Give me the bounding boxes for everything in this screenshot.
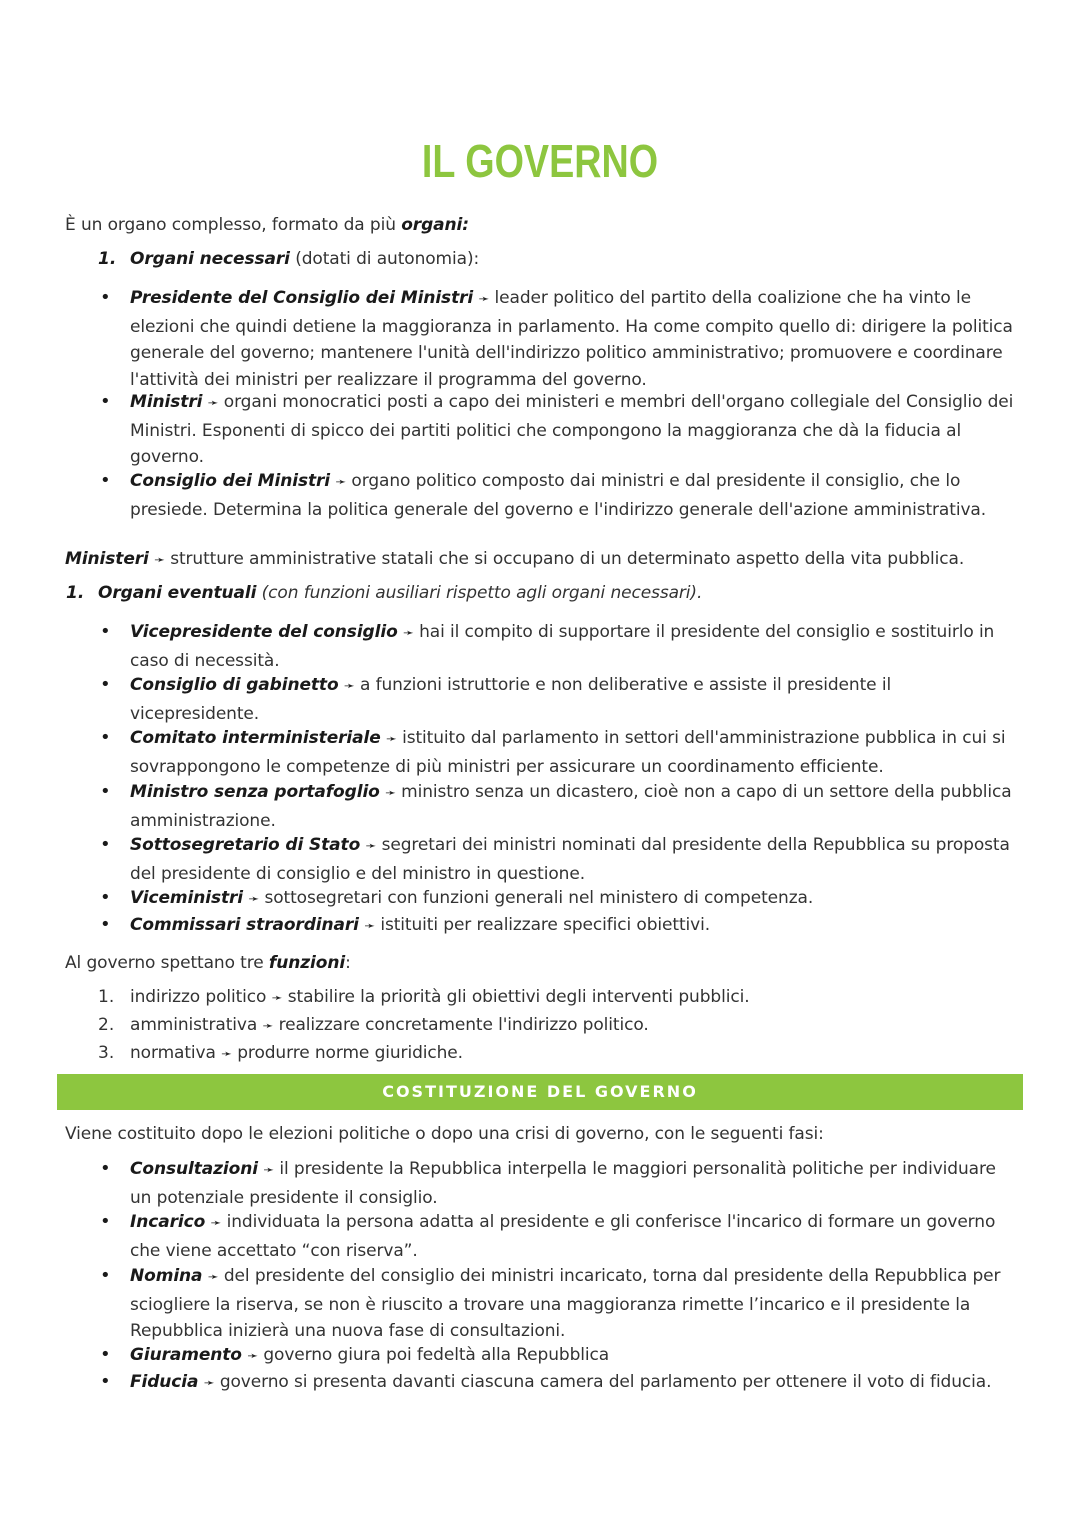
arrow-icon: ➛ <box>262 1019 274 1034</box>
fase-term: Consultazioni <box>130 1159 258 1179</box>
list-item <box>130 1263 1020 1345</box>
arrow-icon: ➛ <box>271 991 283 1006</box>
arrow-icon: ➛ <box>207 1270 219 1285</box>
arrow-icon: ➛ <box>402 626 414 641</box>
necessari-bold: Organi necessari <box>130 249 290 269</box>
bullet-icon: • <box>100 470 111 491</box>
necessari-number: 1. <box>98 249 117 269</box>
funzioni-intro-text: Al governo spettano tre <box>65 953 269 973</box>
fase-term: Nomina <box>130 1266 203 1286</box>
item-term: Sottosegretario di Stato <box>130 835 361 855</box>
page-title: IL GOVERNO <box>421 135 659 187</box>
fase-term: Giuramento <box>130 1345 242 1365</box>
bullet-icon: • <box>100 287 111 308</box>
bullet-icon: • <box>100 674 111 695</box>
ministeri-line <box>65 546 964 574</box>
item-term: Vicepresidente del consiglio <box>130 622 398 642</box>
bullet-icon: • <box>100 834 111 855</box>
funzione-number: 1. <box>98 987 115 1007</box>
bullet-icon: • <box>100 727 111 748</box>
funzione-name: indirizzo politico <box>130 987 267 1007</box>
fase-description: il presidente la Repubblica interpella le maggiori personalità politiche per individuare un potenziale presidente il consiglio. <box>130 1159 996 1208</box>
arrow-icon: ➛ <box>263 1163 275 1178</box>
funzione-description: stabilire la priorità gli obiettivi degli interventi pubblici. <box>287 987 750 1007</box>
funzioni-intro <box>65 950 351 976</box>
arrow-icon: ➛ <box>221 1047 232 1062</box>
bullet-icon: • <box>100 621 111 642</box>
bullet-icon: • <box>100 887 111 908</box>
list-item <box>130 1369 1020 1398</box>
fase-term: Fiducia <box>130 1372 199 1392</box>
funzioni-intro-bold: funzioni <box>268 953 346 973</box>
bullet-icon: • <box>100 1371 111 1392</box>
eventuali-rest: (con funzioni ausiliari rispetto agli organi necessari). <box>261 583 703 603</box>
fase-term: Incarico <box>130 1212 206 1232</box>
list-item <box>130 832 1020 887</box>
list-item <box>130 885 1020 914</box>
item-description: istituito dal parlamento in settori dell'amministrazione pubblica in cui si sovrappongono le competenze di più ministri per assicurare un coordinamento efficiente. <box>130 728 1006 777</box>
arrow-icon: ➛ <box>247 1349 259 1364</box>
item-term: Comitato interministeriale <box>130 728 381 748</box>
funzione-item <box>130 984 750 1012</box>
item-term: Consiglio dei Ministri <box>130 471 330 491</box>
arrow-icon: ➛ <box>248 892 260 907</box>
item-description: ministro senza un dicastero, cioè non a capo di un settore della pubblica amministrazione. <box>130 782 1012 831</box>
arrow-icon: ➛ <box>385 786 396 801</box>
list-item <box>130 1156 1020 1211</box>
arrow-icon: ➛ <box>203 1376 215 1391</box>
necessari-rest: (dotati di autonomia): <box>289 249 480 269</box>
funzione-item <box>130 1012 649 1040</box>
bullet-icon: • <box>100 1158 111 1179</box>
arrow-icon: ➛ <box>365 839 377 854</box>
list-item <box>130 672 1020 727</box>
item-term: Viceministri <box>130 888 244 908</box>
arrow-icon: ➛ <box>343 679 355 694</box>
list-item <box>130 725 1020 780</box>
funzione-description: realizzare concretamente l'indirizzo politico. <box>278 1015 649 1035</box>
list-item <box>130 389 1020 471</box>
intro-bold: organi: <box>401 215 469 235</box>
fase-description: governo si presenta davanti ciascuna camera del parlamento per ottenere il voto di fiducia. <box>219 1372 992 1392</box>
list-item <box>130 912 1020 941</box>
item-term: Ministro senza portafoglio <box>130 782 380 802</box>
fase-description: del presidente del consiglio dei ministri incaricato, torna dal presidente della Repubblica per sciogliere la riserva, se non è riuscito a trovare una maggioranza rimette l’incarico e il presidente la Repubblica inizierà una nuova fase di consultazioni. <box>130 1266 1001 1341</box>
bullet-icon: • <box>100 1211 111 1232</box>
funzioni-intro-colon: : <box>345 953 351 973</box>
item-description: leader politico del partito della coalizione che ha vinto le elezioni che quindi detiene la maggioranza in parlamento. Ha come compito quello di: dirigere la politica generale del governo; mantenere l'unità dell'indirizzo politico amministrativo; promuovere e coordinare l'attività dei ministri per realizzare il programma del governo. <box>130 288 1013 390</box>
arrow-icon: ➛ <box>207 396 219 411</box>
funzione-name: normativa <box>130 1043 216 1063</box>
bullet-icon: • <box>100 1265 111 1286</box>
item-description: segretari dei ministri nominati dal presidente della Repubblica su proposta del presidente di consiglio e del ministro in questione. <box>130 835 1010 884</box>
arrow-icon: ➛ <box>335 475 347 490</box>
arrow-icon: ➛ <box>364 919 376 934</box>
ministeri-description: strutture amministrative statali che si occupano di un determinato aspetto della vita pubblica. <box>170 549 965 569</box>
funzione-number: 2. <box>98 1015 115 1035</box>
funzione-name: amministrativa <box>130 1015 258 1035</box>
item-description: hai il compito di supportare il presidente del consiglio e sostituirlo in caso di necessità. <box>130 622 995 671</box>
arrow-icon: ➛ <box>386 732 397 747</box>
item-description: a funzioni istruttorie e non deliberative e assiste il presidente il vicepresidente. <box>130 675 892 724</box>
section-banner: COSTITUZIONE DEL GOVERNO <box>57 1074 1023 1110</box>
item-term: Presidente del Consiglio dei Ministri <box>130 288 474 308</box>
eventuali-bold: Organi eventuali <box>98 583 257 603</box>
bullet-icon: • <box>100 391 111 412</box>
item-description: organi monocratici posti a capo dei ministeri e membri dell'organo collegiale del Consiglio dei Ministri. Esponenti di spicco dei partiti politici che compongono la maggioranza che dà la fiducia al governo. <box>130 392 1014 467</box>
item-term: Commissari straordinari <box>130 915 359 935</box>
ministeri-term: Ministeri <box>65 549 149 569</box>
bullet-icon: • <box>100 1344 111 1365</box>
necessari-heading <box>130 246 479 272</box>
funzione-item <box>130 1040 463 1068</box>
bullet-icon: • <box>100 914 111 935</box>
list-item <box>130 619 1020 674</box>
item-term: Ministri <box>130 392 203 412</box>
costituzione-intro: Viene costituito dopo le elezioni politiche o dopo una crisi di governo, con le seguenti fasi: <box>65 1124 824 1144</box>
intro-text: È un organo complesso, formato da più <box>65 215 402 235</box>
arrow-icon: ➛ <box>478 292 490 307</box>
intro-line <box>65 212 469 238</box>
eventuali-number: 1. <box>66 583 85 603</box>
fase-description: governo giura poi fedeltà alla Repubblica <box>263 1345 610 1365</box>
funzione-description: produrre norme giuridiche. <box>237 1043 463 1063</box>
item-term: Consiglio di gabinetto <box>130 675 339 695</box>
fase-description: individuata la persona adatta al presidente e gli conferisce l'incarico di formare un governo che viene accettato “con riserva”. <box>130 1212 996 1261</box>
item-description: sottosegretari con funzioni generali nel ministero di competenza. <box>264 888 814 908</box>
bullet-icon: • <box>100 781 111 802</box>
arrow-icon: ➛ <box>210 1216 222 1231</box>
eventuali-heading <box>98 580 702 606</box>
list-item <box>130 285 1020 393</box>
list-item <box>130 1342 1020 1371</box>
item-description: istituiti per realizzare specifici obiettivi. <box>380 915 711 935</box>
list-item <box>130 779 1020 834</box>
list-item <box>130 468 1020 523</box>
funzione-number: 3. <box>98 1043 115 1063</box>
arrow-icon: ➛ <box>154 553 165 568</box>
item-description: organo politico composto dai ministri e dal presidente il consiglio, che lo presiede. Determina la politica generale del governo e l'indirizzo generale dell'azione amministrativa. <box>130 471 987 520</box>
list-item <box>130 1209 1020 1264</box>
